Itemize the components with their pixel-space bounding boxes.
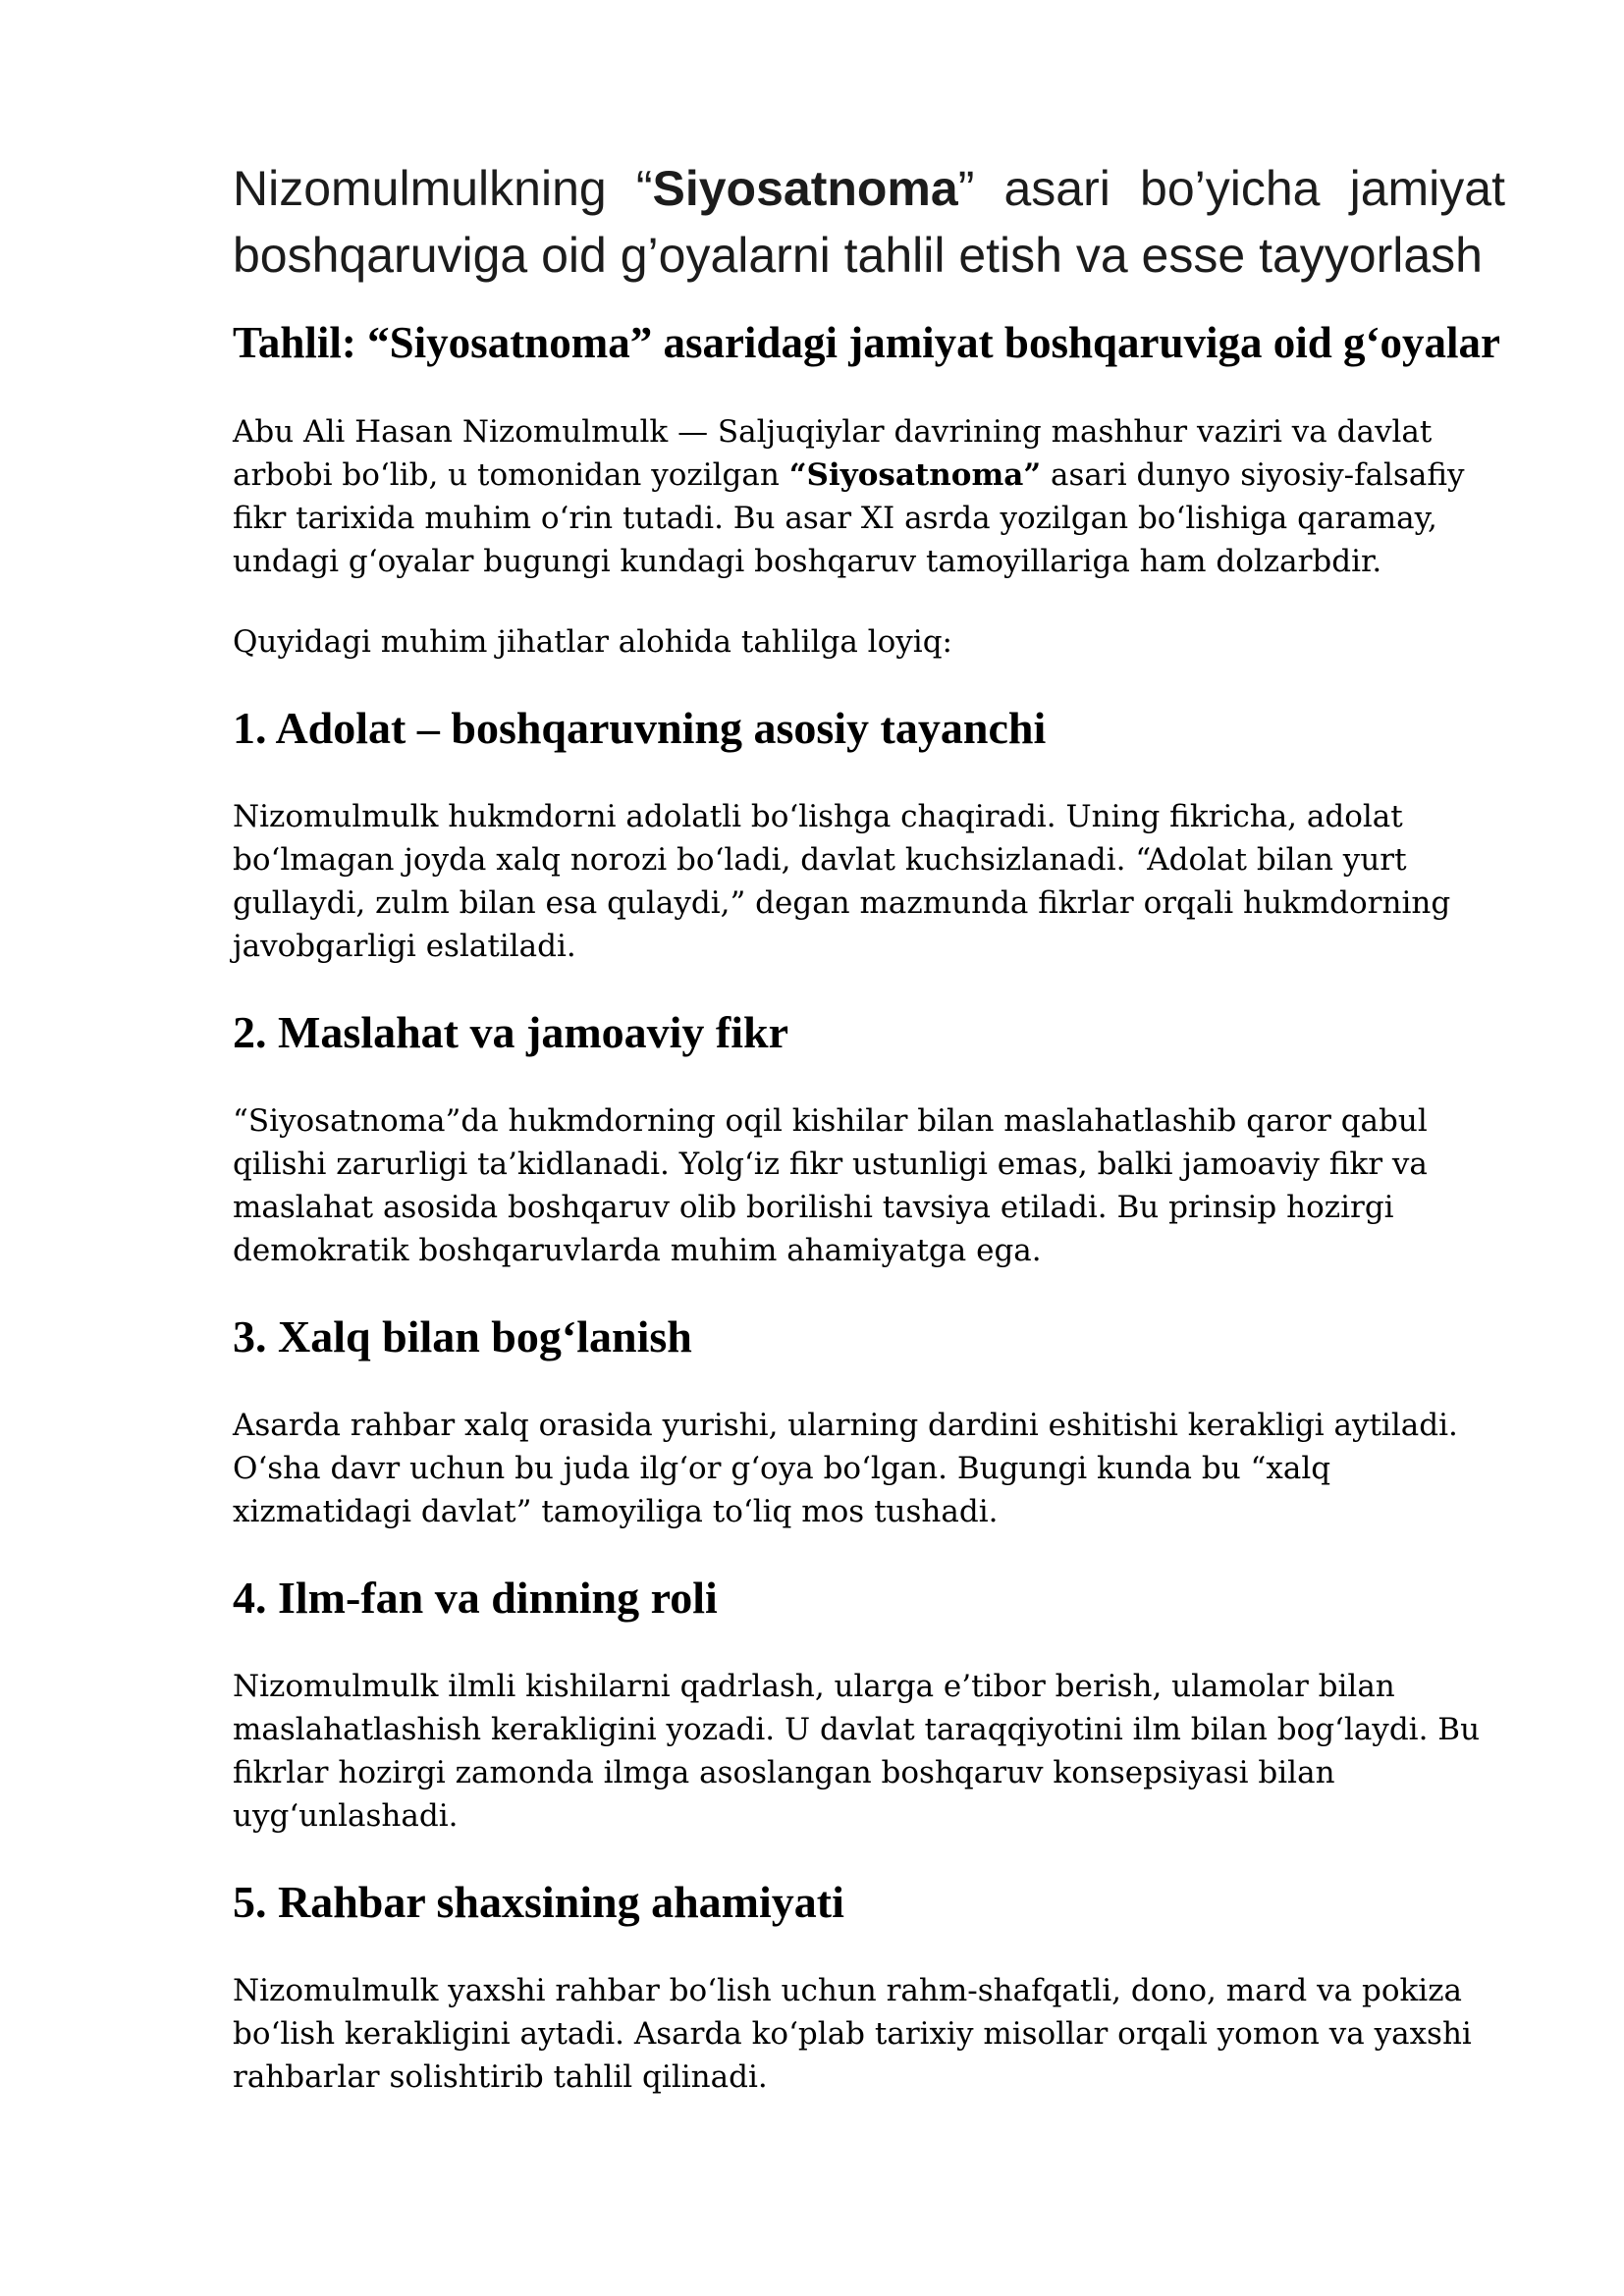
section-1-heading: 1. Adolat – boshqaruvning asosiy tayanchi — [233, 703, 1047, 753]
intro-text-emphasis: “Siyosatnoma” — [788, 457, 1042, 493]
section-4-heading: 4. Ilm-fan va dinning roli — [233, 1573, 718, 1623]
section-2-paragraph: “Siyosatnoma”da hukmdorning oqil kishilar bilan maslahatlashib qaror qabul qilishi zarurligi ta’kidlanadi. Yolg‘iz fikr ustunligi emas, balki jamoaviy fikr va maslahat asosida boshqaruv olib borilishi tavsiya etiladi. Bu prinsip hozirgi demokratik boshqaruvlarda muhim ahamiyatga ega. — [233, 1103, 1428, 1268]
section-5-paragraph: Nizomulmulk yaxshi rahbar bo‘lish uchun rahm-shafqatli, dono, mard va pokiza bo‘lish kerakligini aytadi. Asarda ko‘plab tarixiy misollar orqali yomon va yaxshi rahbarlar solishtirib tahlil qilinadi. — [233, 1973, 1472, 2095]
title-text-end: ” asari bo’yicha jamiyat boshqaruviga oid g’oyalarni tahlil etish va esse tayyorlash — [233, 161, 1505, 283]
section-3-paragraph: Asarda rahbar xalq orasida yurishi, ularning dardini eshitishi kerakligi aytiladi. O‘sha davr uchun bu juda ilg‘or g‘oya bo‘lgan. Bugungi kunda bu “xalq xizmatidagi davlat” tamoyiliga to‘liq mos tushadi. — [233, 1408, 1458, 1529]
lead-in-paragraph: Quyidagi muhim jihatlar alohida tahlilga loyiq: — [233, 624, 952, 660]
section-2-heading: 2. Maslahat va jamoaviy fikr — [233, 1007, 789, 1057]
document-title — [233, 155, 1505, 289]
section-1-paragraph: Nizomulmulk hukmdorni adolatli bo‘lishga chaqiradi. Uning fikricha, adolat bo‘lmagan joyda xalq norozi bo‘ladi, davlat kuchsizlanadi. “Adolat bilan yurt gullaydi, zulm bilan esa qulaydi,” degan mazmunda fikrlar orqali hukmdorning javobgarligi eslatiladi. — [233, 799, 1451, 964]
intro-text-end: asari dunyo siyosiy-falsafiy fikr tarixida muhim o‘rin tutadi. Bu asar XI asrda yozilgan bo‘lishiga qaramay, undagi g‘oyalar bugungi kundagi boshqaruv tamoyillariga ham dolzarbdir. — [233, 457, 1465, 579]
title-text-start: Nizomulmulkning “ — [233, 161, 653, 216]
section-5-heading: 5. Rahbar shaxsining ahamiyati — [233, 1877, 844, 1927]
section-3-heading: 3. Xalq bilan bog‘lanish — [233, 1311, 692, 1362]
title-text-emphasis: Siyosatnoma — [652, 161, 958, 216]
intro-text-start: Abu Ali Hasan Nizomulmulk — Saljuqiylar davrining mashhur vaziri va davlat arbobi bo‘lib, u tomonidan yozilgan — [233, 414, 1433, 493]
analysis-heading: Tahlil: “Siyosatnoma” asaridagi jamiyat boshqaruviga oid g‘oyalar — [233, 318, 1501, 367]
intro-paragraph — [233, 410, 1505, 583]
section-4-paragraph: Nizomulmulk ilmli kishilarni qadrlash, ularga e’tibor berish, ulamolar bilan maslahatlashish kerakligini yozadi. U davlat taraqqiyotini ilm bilan bog‘laydi. Bu fikrlar hozirgi zamonda ilmga asoslangan boshqaruv konsepsiyasi bilan uyg‘unlashadi. — [233, 1669, 1481, 1834]
